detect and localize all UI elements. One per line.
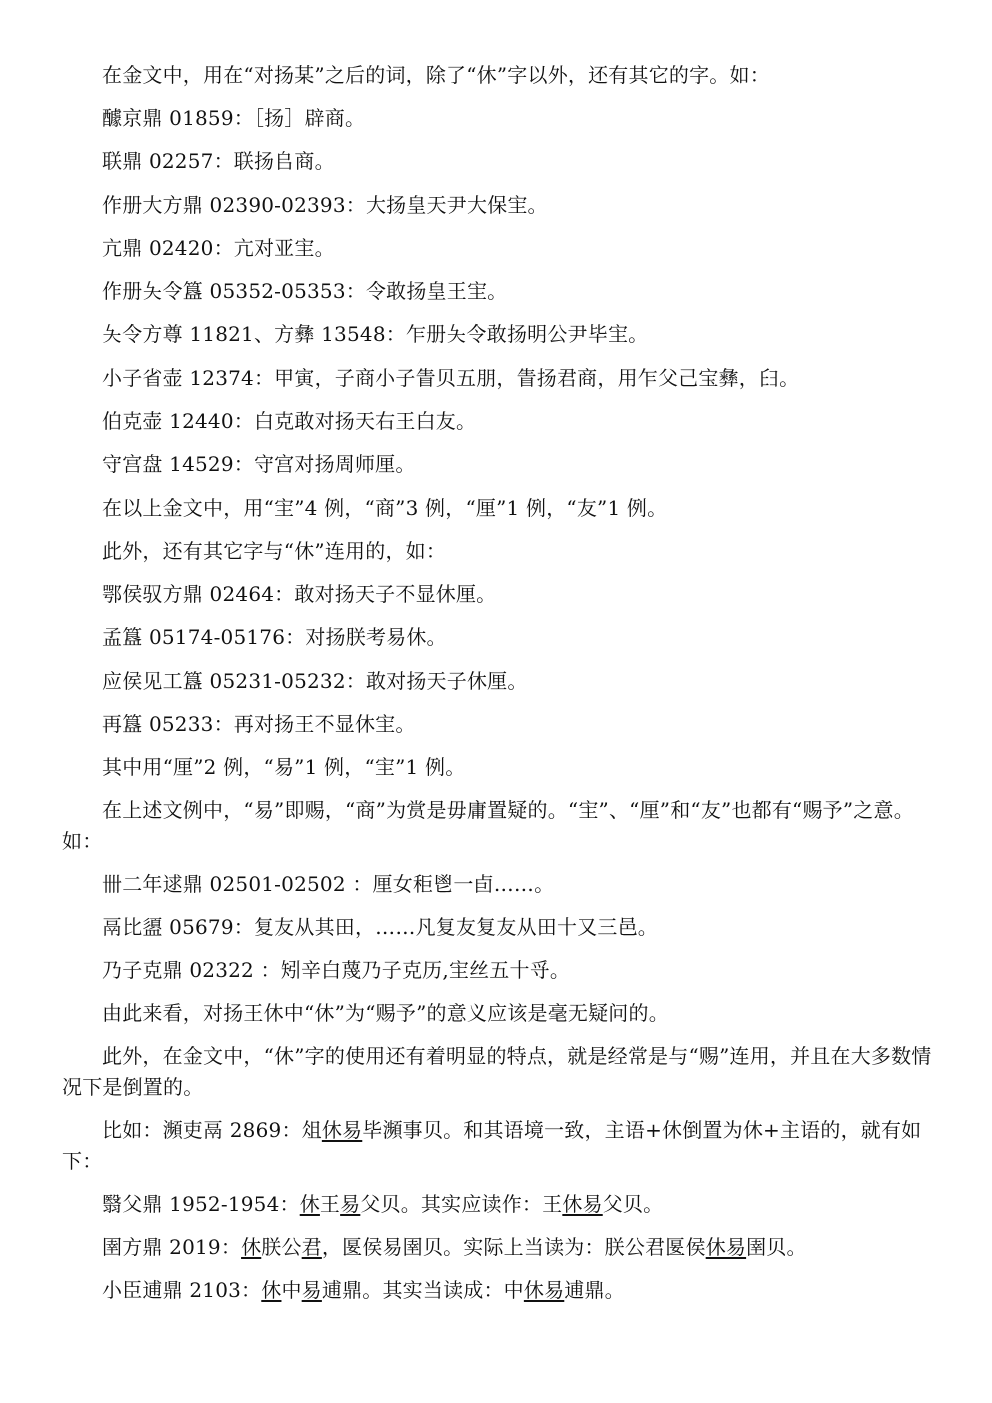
p27-text-c: 逋鼎。其实当读成：中 (321, 1278, 524, 1302)
p27-underlined-3: 休易 (523, 1278, 565, 1302)
paragraph-27 (62, 1275, 932, 1306)
paragraph-1: 在金文中，用在“对扬某”之后的词，除了“休”字以外，还有其它的字。如： (102, 63, 770, 87)
paragraph-17: 其中用“厘”2 例，“易”1 例，“宔”1 例。 (102, 755, 466, 779)
paragraph-23: 此外，在金文中，“休”字的使用还有着明显的特点，就是经常是与“赐”连用，并且在大多数情况下是倒置的。 (62, 1044, 932, 1099)
paragraph-2: 醵京鼎 01859：［扬］辟商。 (102, 106, 366, 130)
paragraph-20: 鬲比盨 05679：复友从其田，……凡复友复友从田十又三邑。 (102, 915, 658, 939)
paragraph-24 (62, 1115, 932, 1177)
paragraph-14: 孟簋 05174-05176：对扬朕考易休。 (102, 625, 447, 649)
p25-text-a: 翳父鼎 1952-1954： (102, 1192, 300, 1216)
paragraph-19: 卌二年逑鼎 02501-02502 ：厘女秬鬯一卣……。 (102, 872, 555, 896)
paragraph-16: 再簋 05233：再对扬王不显休宔。 (102, 712, 416, 736)
paragraph-11: 在以上金文中，用“宔”4 例，“商”3 例，“厘”1 例，“友”1 例。 (102, 496, 668, 520)
paragraph-25 (62, 1189, 932, 1220)
p24-underlined-1: 休易 (321, 1118, 363, 1142)
p26-underlined-3: 休易 (705, 1235, 747, 1259)
paragraph-21: 乃子克鼎 02322 ：矧辛白蔑乃子克历,宔丝五十寽。 (102, 958, 571, 982)
p27-underlined-2: 易 (301, 1278, 322, 1302)
p24-text-b: 毕瀕事贝。和其语境一致，主语+休倒置为休+主语的，就有如下： (62, 1118, 922, 1173)
p27-underlined-1: 休 (261, 1278, 282, 1302)
p25-underlined-3: 休易 (562, 1192, 603, 1216)
paragraph-26 (62, 1232, 932, 1263)
paragraph-3: 联鼎 02257：联扬𠂤商。 (102, 149, 335, 173)
p26-underlined-1: 休 (241, 1235, 262, 1259)
paragraph-18: 在上述文例中，“易”即赐，“商”为赏是毋庸置疑的。“宔”、“厘”和“友”也都有“赐予”之意。如： (62, 798, 914, 853)
p26-text-c: ，匽侯易圉贝。实际上当读为：朕公君匽侯 (321, 1235, 706, 1259)
paragraph-6: 作册夨令簋 05352-05353：令敢扬皇王宔。 (102, 279, 508, 303)
paragraph-13: 鄂侯驭方鼎 02464：敢对扬天子不显休厘。 (102, 582, 497, 606)
p25-text-c: 父贝。其实应读作：王 (360, 1192, 563, 1216)
paragraph-8: 小子省壶 12374：甲寅，子商小子眚贝五朋，眚扬君商，用乍父己宝彝，𦥑。 (102, 366, 800, 390)
paragraph-5: 亢鼎 02420：亢对亚宔。 (102, 236, 335, 260)
p27-text-a: 小臣逋鼎 2103： (102, 1278, 262, 1302)
paragraph-4: 作册大方鼎 02390-02393：大扬皇天尹大保宔。 (102, 193, 548, 217)
p26-text-d: 圉贝。 (746, 1235, 807, 1259)
p27-text-b: 中 (281, 1278, 302, 1302)
p26-text-b: 朕公 (261, 1235, 302, 1259)
paragraph-15: 应侯见工簋 05231-05232：敢对扬天子休厘。 (102, 669, 528, 693)
paragraph-12: 此外，还有其它字与“休”连用的，如： (102, 539, 447, 563)
p25-text-b: 王 (319, 1192, 341, 1216)
paragraph-7: 夨令方尊 11821、方彝 13548：乍册夨令敢扬明公尹毕宔。 (102, 322, 649, 346)
p26-underlined-2: 君 (301, 1235, 322, 1259)
p25-underlined-1: 休 (299, 1192, 320, 1216)
p24-text-a: 比如：瀕吏鬲 2869：俎 (102, 1118, 322, 1142)
paragraph-9: 伯克壶 12440：白克敢对扬天右王白友。 (102, 409, 477, 433)
paragraph-10: 守宫盘 14529：守宫对扬周师厘。 (102, 452, 416, 476)
p25-underlined-2: 易 (340, 1192, 361, 1216)
paragraph-22: 由此来看，对扬王休中“休”为“赐予”的意义应该是毫无疑问的。 (102, 1001, 669, 1025)
p27-text-d: 逋鼎。 (564, 1278, 625, 1302)
p25-text-d: 父贝。 (602, 1192, 664, 1216)
p26-text-a: 圉方鼎 2019： (102, 1235, 242, 1259)
